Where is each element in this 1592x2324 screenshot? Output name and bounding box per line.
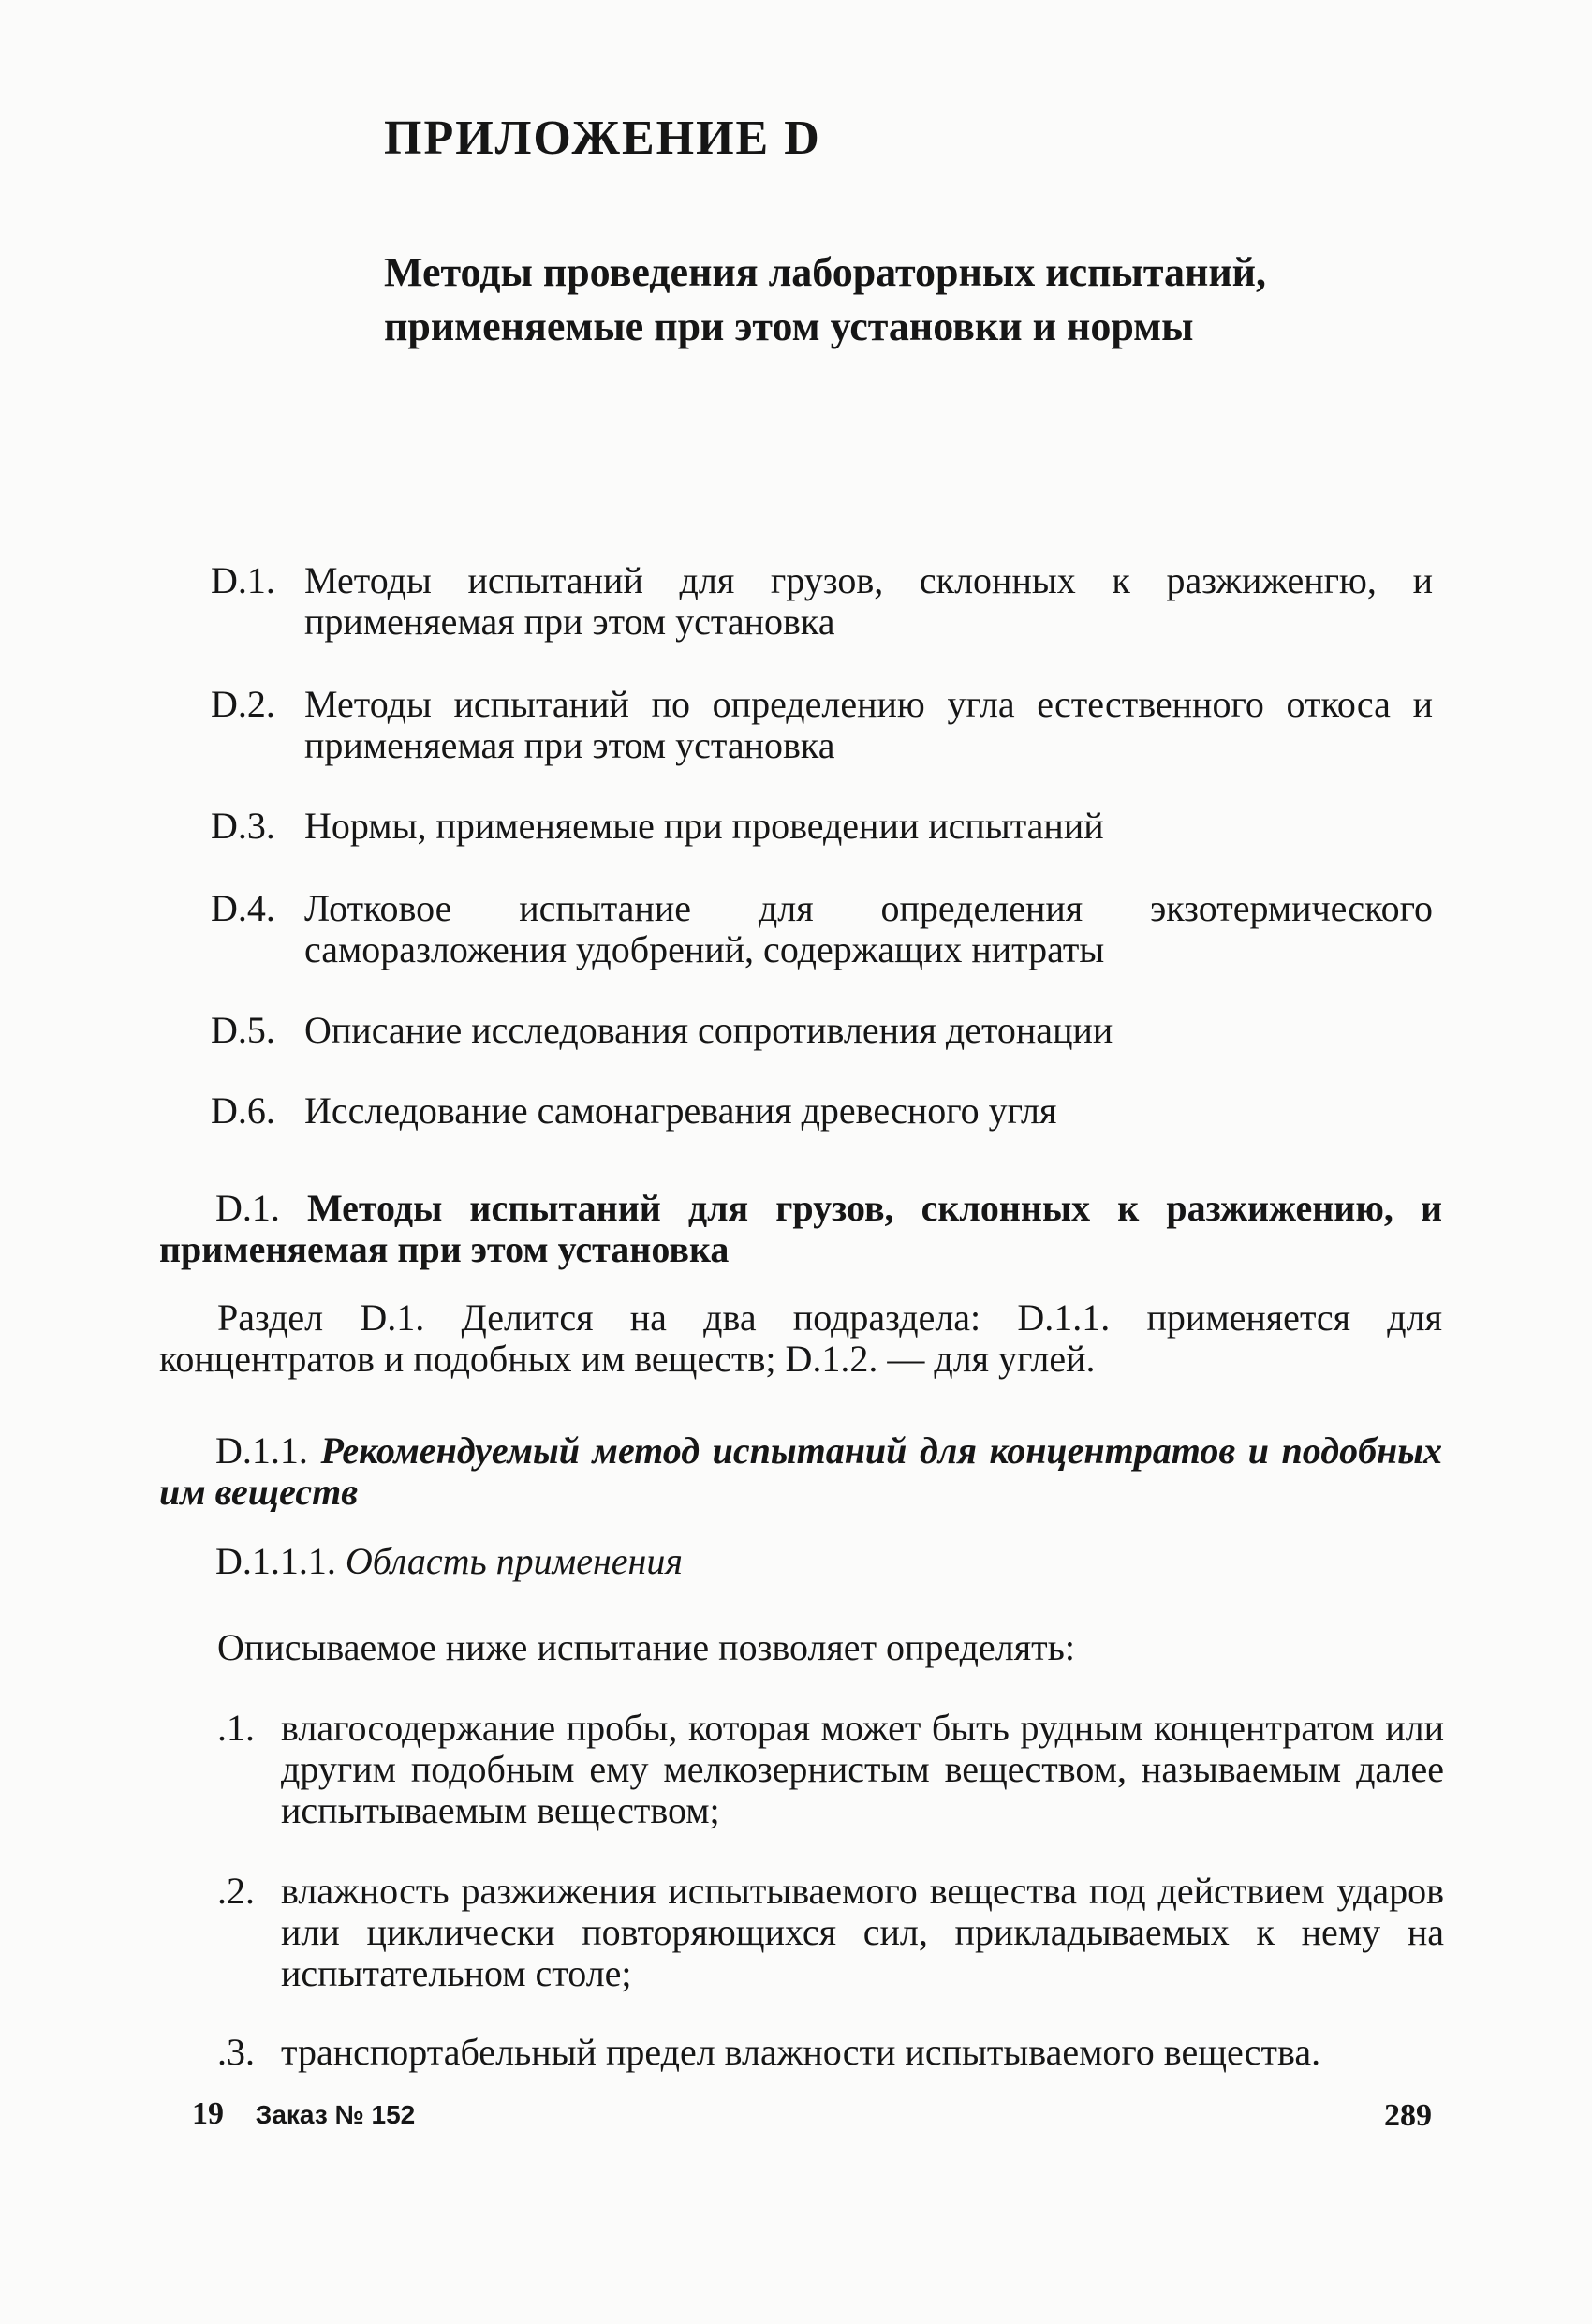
print-order-mark [192, 2096, 415, 2132]
toc-item-number: D.6. [211, 1089, 275, 1132]
page-number: 289 [1384, 2098, 1432, 2133]
toc-item-text: Исследование самонагревания древесного угля [304, 1089, 1057, 1132]
section-number: D.1. [215, 1187, 280, 1229]
appendix-subtitle: Методы проведения лабораторных испытаний, применяемые при этом установки и нормы [384, 249, 1267, 349]
toc-item-text: Методы испытаний для грузов, склонных к разжиженгю, и применяемая при этом установка [304, 559, 1433, 643]
toc-item-number: D.1. [211, 559, 275, 601]
scope-title: Область применения [345, 1540, 683, 1582]
toc-item-text: Нормы, применяемые при проведении испытаний [304, 805, 1104, 847]
scope-number: D.1.1.1. [215, 1540, 336, 1582]
list-item-text: влажность разжижения испытываемого вещества под действием ударов или циклически повторяющихся сил, прикладываемых к нему на испытательном столе; [281, 1870, 1444, 1994]
list-lead-text: Описываемое ниже испытание позволяет определять: [217, 1626, 1075, 1668]
toc-item-text: Лотковое испытание для определения экзотермического саморазложения удобрений, содержащих нитраты [304, 887, 1433, 970]
toc-item-text: Описание исследования сопротивления детонации [304, 1009, 1113, 1051]
list-item-number: .2. [217, 1870, 255, 1912]
subsection-heading [159, 1430, 1442, 1513]
toc-item-number: D.5. [211, 1009, 275, 1051]
order-number: Заказ № 152 [255, 2100, 416, 2129]
section-heading [159, 1188, 1442, 1270]
toc-item-number: D.2. [211, 683, 275, 725]
subsection-title: Рекомендуемый метод испытаний для концентратов и подобных им веществ [159, 1429, 1442, 1513]
list-item-number: .3. [217, 2031, 255, 2073]
list-item-number: .1. [217, 1707, 255, 1749]
list-item-text: влагосодержание пробы, которая может быть рудным концентратом или другим подобным ему мелкозернистым веществом, называемым далее испытываемым веществом; [281, 1707, 1444, 1831]
list-item-text: транспортабельный предел влажности испытываемого вещества. [281, 2031, 1321, 2073]
toc-item-number: D.3. [211, 805, 275, 847]
subsection-number: D.1.1. [215, 1429, 308, 1472]
appendix-title: ПРИЛОЖЕНИЕ D [384, 111, 821, 165]
sheet-number: 19 [192, 2096, 224, 2131]
scope-heading [215, 1539, 683, 1583]
toc-item-number: D.4. [211, 887, 275, 929]
section-paragraph: Раздел D.1. Делится на два подраздела: D.1.1. применяется для концентратов и подобных им веществ; D.1.2. — для углей. [159, 1296, 1442, 1380]
toc-item-text: Методы испытаний по определению угла естественного откоса и применяемая при этом установка [304, 683, 1433, 766]
section-title: Методы испытаний для грузов, склонных к разжижению, и применяемая при этом установка [159, 1187, 1442, 1270]
